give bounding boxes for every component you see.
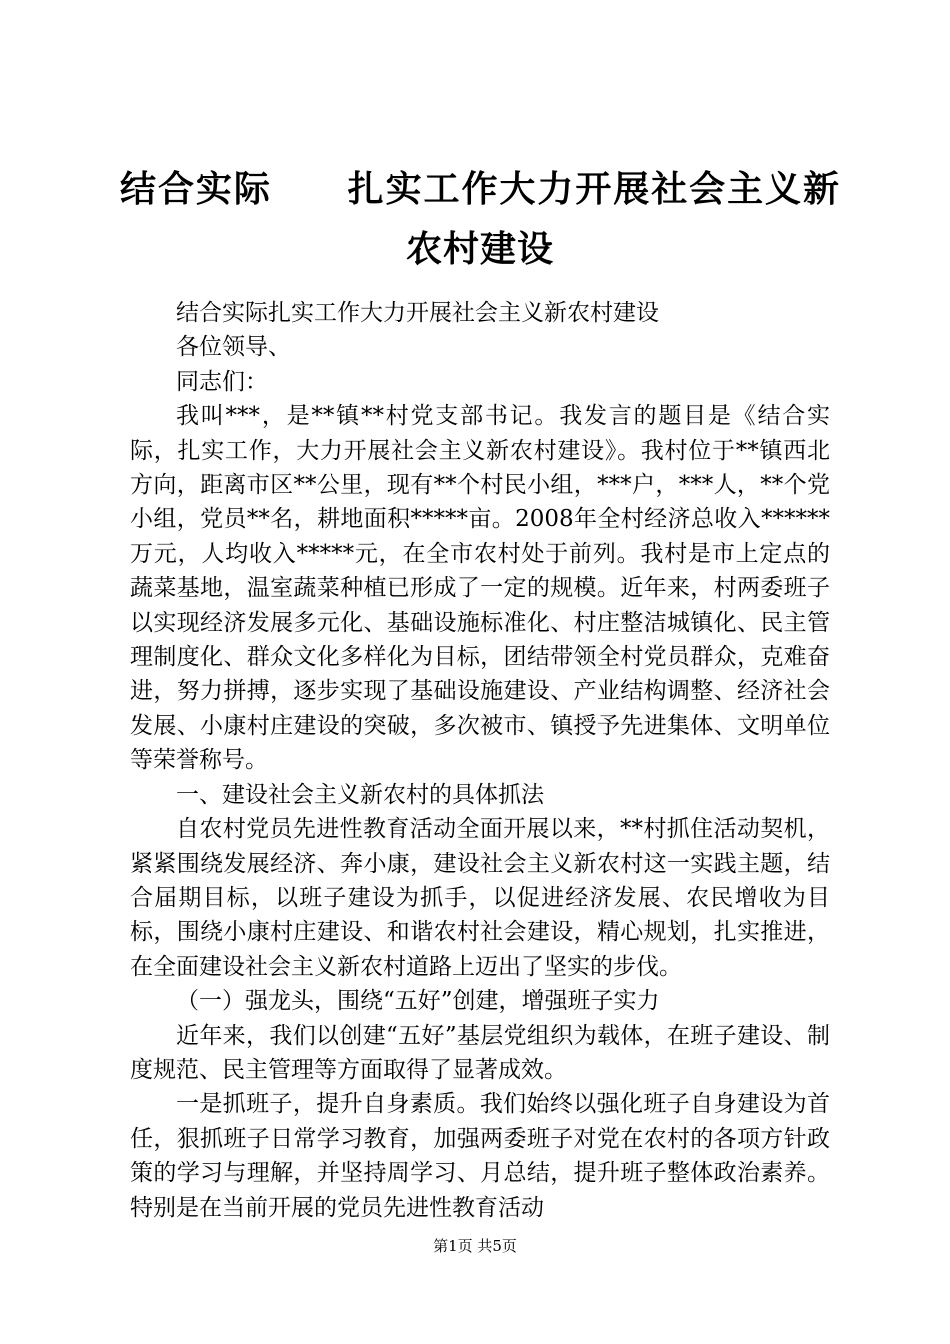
document-body: [130, 296, 830, 1225]
intro-paragraph: 我叫***，是**镇**村党支部书记。我发言的题目是《结合实际，扎实工作，大力开展社会主义新农村建设》。我村位于**镇西北方向，距离市区**公里，现有**个村民小组，***户，***人，**个党小组，党员**名，耕地面积*****亩。2008年全村经济总收入******万元，人均收入*****元，在全市农村处于前列。我村是市上定点的蔬菜基地，温室蔬菜种植已形成了一定的规模。近年来，村两委班子以实现经济发展多元化、基础设施标准化、村庄整洁城镇化、民主管理制度化、群众文化多样化为目标，团结带领全村党员群众，克难奋进，努力拼搏，逐步实现了基础设施建设、产业结构调整、经济社会发展、小康村庄建设的突破，多次被市、镇授予先进集体、文明单位等荣誉称号。: [130, 403, 830, 774]
subsection-1-paragraph: 近年来，我们以创建“五好”基层党组织为载体，在班子建设、制度规范、民主管理等方面取得了显著成效。: [130, 1022, 830, 1083]
salutation-comrades: 同志们：: [176, 368, 268, 395]
subtitle-paragraph: 结合实际扎实工作大力开展社会主义新农村建设: [176, 300, 659, 326]
subsection-heading-1: （一）强龙头，围绕“五好”创建，增强班子实力: [176, 988, 660, 1015]
section-heading-1: 一、建设社会主义新农村的具体抓法: [176, 781, 544, 808]
salutation-leaders: 各位领导、: [176, 334, 291, 361]
point-1-paragraph: 一是抓班子，提升自身素质。我们始终以强化班子自身建设为首任，狠抓班子日常学习教育，加强两委班子对党在农村的各项方针政策的学习与理解，并坚持周学习、月总结，提升班子整体政治素养。特别是在当前开展的党员先进性教育活动: [130, 1091, 830, 1221]
page-footer: 第1页 共5页: [433, 1237, 517, 1255]
document-title: 结合实际 扎实工作大力开展社会主义新农村建设: [120, 169, 840, 270]
section-1-paragraph: 自农村党员先进性教育活动全面开展以来，**村抓住活动契机，紧紧围绕发展经济、奔小康，建设社会主义新农村这一实践主题，结合届期目标，以班子建设为抓手，以促进经济发展、农民增收为目标，围绕小康村庄建设、和谐农村社会建设，精心规划，扎实推进，在全面建设社会主义新农村道路上迈出了坚实的步伐。: [130, 816, 830, 980]
